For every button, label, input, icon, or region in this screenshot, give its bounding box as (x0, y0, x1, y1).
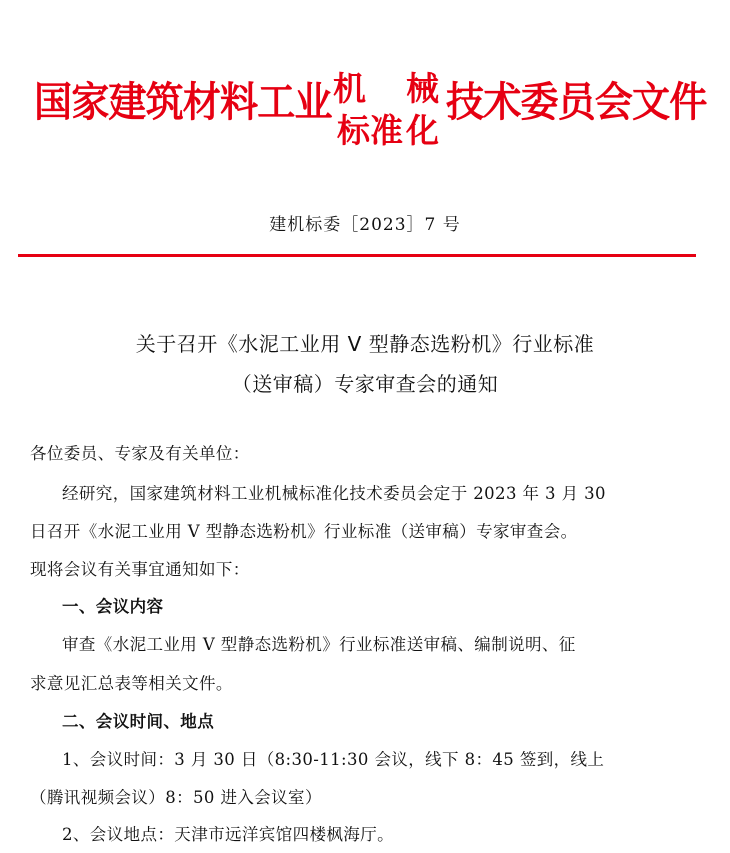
intro-line-1: 经研究，国家建筑材料工业机械标准化技术委员会定于 2023 年 3 月 30 (62, 484, 606, 503)
section-1-heading: 一、会议内容 (62, 597, 164, 616)
section-1-line-1: 审查《水泥工业用 V 型静态选粉机》行业标准送审稿、编制说明、征 (62, 635, 576, 654)
meeting-place-line: 2、会议地点：天津市远洋宾馆四楼枫海厅。 (62, 825, 394, 844)
meeting-time-line-2: （腾讯视频会议）8：50 进入会议室） (30, 788, 322, 807)
salutation: 各位委员、专家及有关单位： (30, 444, 250, 463)
meeting-time-line-1: 1、会议时间：3 月 30 日（8:30-11:30 会议，线下 8：45 签到，线上 (62, 750, 605, 769)
document-masthead (28, 68, 708, 160)
masthead-stacked-text (333, 68, 439, 160)
masthead-stack-bottom-char-2: 化 (406, 111, 439, 150)
masthead-stack-top-char-1: 机 (333, 69, 366, 108)
notice-title-line-1: 关于召开《水泥工业用 V 型静态选粉机》行业标准 (135, 332, 595, 356)
section-2-heading: 二、会议时间、地点 (62, 712, 215, 731)
masthead-stack-bottom-chars-1: 标准 (337, 111, 403, 150)
intro-line-3: 现将会议有关事宜通知如下： (30, 560, 250, 579)
masthead-left-text: 国家建筑材料工业 (34, 78, 332, 126)
document-number: 建机标委［2023］7 号 (269, 215, 461, 235)
masthead-right-text: 技术委员会文件 (446, 78, 707, 126)
red-divider-line (18, 254, 696, 257)
masthead-stack-top-char-2: 械 (406, 69, 439, 108)
section-1-line-2: 求意见汇总表等相关文件。 (30, 674, 233, 693)
intro-line-2: 日召开《水泥工业用 V 型静态选粉机》行业标准（送审稿）专家审查会。 (30, 522, 578, 541)
notice-title-line-2: （送审稿）专家审查会的通知 (231, 372, 499, 396)
